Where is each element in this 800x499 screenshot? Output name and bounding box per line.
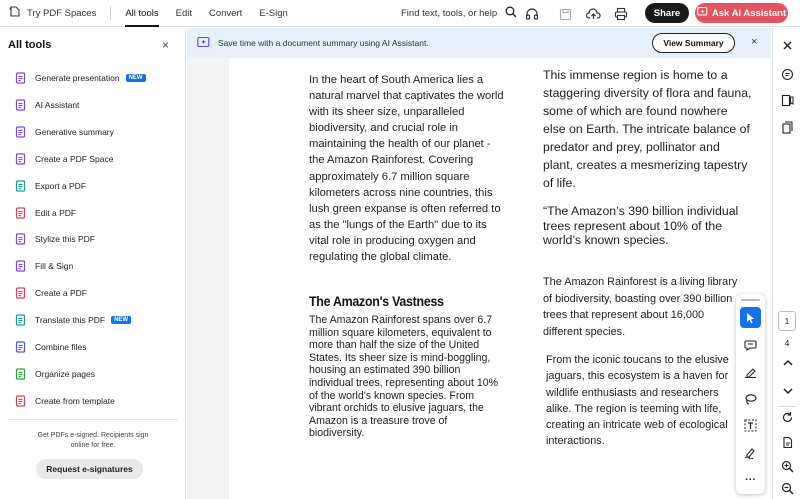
close-icon[interactable]: ×	[162, 38, 170, 52]
ai-summary-icon	[197, 36, 210, 50]
total-pages: 4	[784, 338, 790, 348]
tool-label: Create a PDF Space	[35, 153, 114, 164]
fill-sign-icon	[14, 260, 27, 273]
translate-icon	[14, 314, 27, 327]
quick-tools-palette	[736, 294, 765, 494]
summary-icon	[14, 125, 27, 138]
intro-paragraph: In the heart of South America lies a natural marvel that captivates the world with its sheer size, unparalleled biodiversity, and crucial role in maintaining the health of our planet - the Amazon Rainforest. Covering approximately 6.7 million square kilometers across nine countries, this lush green expanse is often referred to as the "lungs of the Earth" due to its vital role in producing oxygen and regulating the global climate.	[309, 74, 504, 264]
pdf-spaces-link[interactable]	[8, 5, 96, 21]
comments-panel-icon[interactable]	[779, 66, 796, 83]
organize-icon	[14, 367, 27, 380]
tab-all-tools[interactable]: All tools	[125, 0, 158, 27]
request-esignatures-button[interactable]: Request e-signatures	[36, 459, 143, 479]
ask-ai-label: Ask AI Assistant	[711, 7, 787, 19]
tool-label: Combine files	[35, 342, 87, 352]
tab-e-sign[interactable]: E-Sign	[259, 7, 288, 19]
all-tools-panel	[0, 28, 186, 499]
chevron-up-icon[interactable]	[779, 354, 796, 371]
bookmarks-icon[interactable]	[779, 92, 796, 109]
tool-item[interactable]	[14, 204, 76, 222]
zoom-in-icon[interactable]	[779, 458, 796, 475]
divider	[778, 406, 796, 407]
close-icon[interactable]: ×	[751, 36, 758, 48]
find-label: Find text, tools, or help	[401, 8, 498, 19]
share-button[interactable]: Share	[645, 3, 689, 23]
tool-label: Create a PDF	[35, 288, 87, 299]
comment-icon[interactable]	[740, 334, 761, 355]
tool-item[interactable]	[14, 69, 146, 87]
search-icon	[505, 6, 517, 21]
tool-item[interactable]	[14, 284, 87, 302]
ai-sparkle-icon	[697, 6, 712, 20]
cloud-upload-icon[interactable]	[584, 5, 602, 23]
panel-title: All tools	[8, 39, 52, 51]
find-search[interactable]	[401, 0, 517, 27]
tool-label: Generate presentation	[35, 73, 120, 83]
right-rail	[772, 28, 800, 499]
tool-item[interactable]	[14, 123, 114, 141]
pdf-page	[229, 58, 771, 499]
tool-item[interactable]	[14, 257, 73, 275]
tool-item[interactable]	[14, 338, 87, 356]
tool-label: Organize pages	[35, 368, 96, 379]
library-paragraph: The Amazon Rainforest is a living library of biodiversity, boasting over 390 billion trees that represent about 16,000 different species.	[543, 276, 738, 338]
diversity-paragraph: This immense region is home to a staggering diversity of flora and fauna, some of which are found nowhere else on Earth. The intricate balance of predator and prey, pollinator and plant, creates a mesmerizing tapestry of life.	[543, 68, 752, 190]
view-summary-button[interactable]: View Summary	[652, 33, 735, 53]
page-thumbnails-icon[interactable]	[779, 119, 796, 136]
document-viewer[interactable]	[187, 58, 771, 499]
tool-label: AI Assistant	[35, 99, 80, 110]
combine-icon	[14, 341, 27, 354]
zoom-out-icon[interactable]	[779, 480, 796, 497]
tab-edit[interactable]: Edit	[175, 7, 192, 19]
tool-label: Translate this PDF	[35, 315, 106, 326]
banner-text: Save time with a document summary using AI Assistant.	[218, 38, 429, 48]
tool-item[interactable]	[14, 150, 113, 168]
esign-promo-line2: online for free.	[70, 442, 116, 449]
close-icon[interactable]	[779, 37, 796, 54]
draw-lasso-icon[interactable]	[740, 388, 761, 409]
pdf-space-icon	[14, 152, 27, 165]
tool-item[interactable]	[14, 311, 131, 329]
tab-convert[interactable]: Convert	[208, 7, 243, 19]
brand-label: Try PDF Spaces	[27, 7, 97, 19]
text-box-icon[interactable]	[740, 415, 761, 436]
pull-quote: “The Amazon’s 390 billion individual trees represent about 10% of the world’s known species.	[543, 204, 739, 247]
export-pdf-icon	[14, 179, 27, 192]
divider	[8, 419, 178, 420]
page-fit-icon[interactable]	[779, 434, 796, 451]
tool-label: Stylize this PDF	[35, 234, 95, 245]
sign-pen-icon[interactable]	[740, 442, 761, 463]
rotate-icon[interactable]	[779, 409, 796, 426]
highlight-pen-icon[interactable]	[740, 361, 761, 382]
toucans-paragraph: From the iconic toucans to the elusive jaguars, this ecosystem is a haven for wildlife enthusiasts and researchers alike. The region is teeming with life, creating an intricate web of ecological interactions.	[546, 354, 729, 448]
ai-assistant-icon	[14, 98, 27, 111]
tool-item[interactable]	[14, 96, 79, 114]
new-badge: NEW	[111, 316, 131, 324]
tool-label: Export a PDF	[35, 180, 87, 191]
divider	[110, 6, 111, 20]
select-cursor-icon[interactable]	[740, 307, 761, 328]
more-tools-icon[interactable]: ···	[745, 473, 756, 486]
create-pdf-icon	[14, 287, 27, 300]
esign-promo-text	[0, 431, 186, 451]
chevron-down-icon[interactable]	[779, 383, 796, 400]
print-icon[interactable]	[612, 5, 630, 23]
template-icon	[14, 394, 27, 407]
tool-label: Fill & Sign	[35, 261, 74, 272]
tool-item[interactable]	[14, 230, 95, 248]
tool-label: Create from template	[35, 395, 115, 406]
top-toolbar	[0, 0, 800, 27]
tool-item[interactable]	[14, 177, 86, 195]
tool-item[interactable]	[14, 365, 95, 383]
tool-label: Generative summary	[35, 126, 114, 137]
headphones-icon[interactable]	[523, 5, 541, 23]
vastness-paragraph: The Amazon Rainforest spans over 6.7 million square kilometers, equivalent to more than half the size of the United States. Its sheer size is mind-boggling, housing an estimated 390 billion individual trees, representing about 10% of the world's known species. From vibrant orchids to elusive jaguars, the Amazon is a treasure trove of biodiversity.	[309, 314, 499, 440]
ai-summary-banner	[187, 28, 771, 58]
esign-promo-line1: Get PDFs e-signed. Recipients sign	[37, 432, 149, 439]
presentation-icon	[14, 72, 27, 85]
pdf-spaces-icon	[8, 5, 27, 21]
tool-item[interactable]	[14, 392, 115, 410]
edit-pdf-icon	[14, 206, 27, 219]
new-badge: NEW	[126, 74, 146, 82]
current-page-input[interactable]: 1	[778, 311, 796, 331]
drag-handle[interactable]	[741, 299, 760, 301]
section-heading: The Amazon's Vastness	[309, 294, 444, 309]
tool-label: Edit a PDF	[35, 207, 77, 218]
stylize-icon	[14, 233, 27, 246]
save-icon[interactable]	[556, 5, 574, 23]
ask-ai-assistant-button[interactable]	[695, 3, 788, 23]
